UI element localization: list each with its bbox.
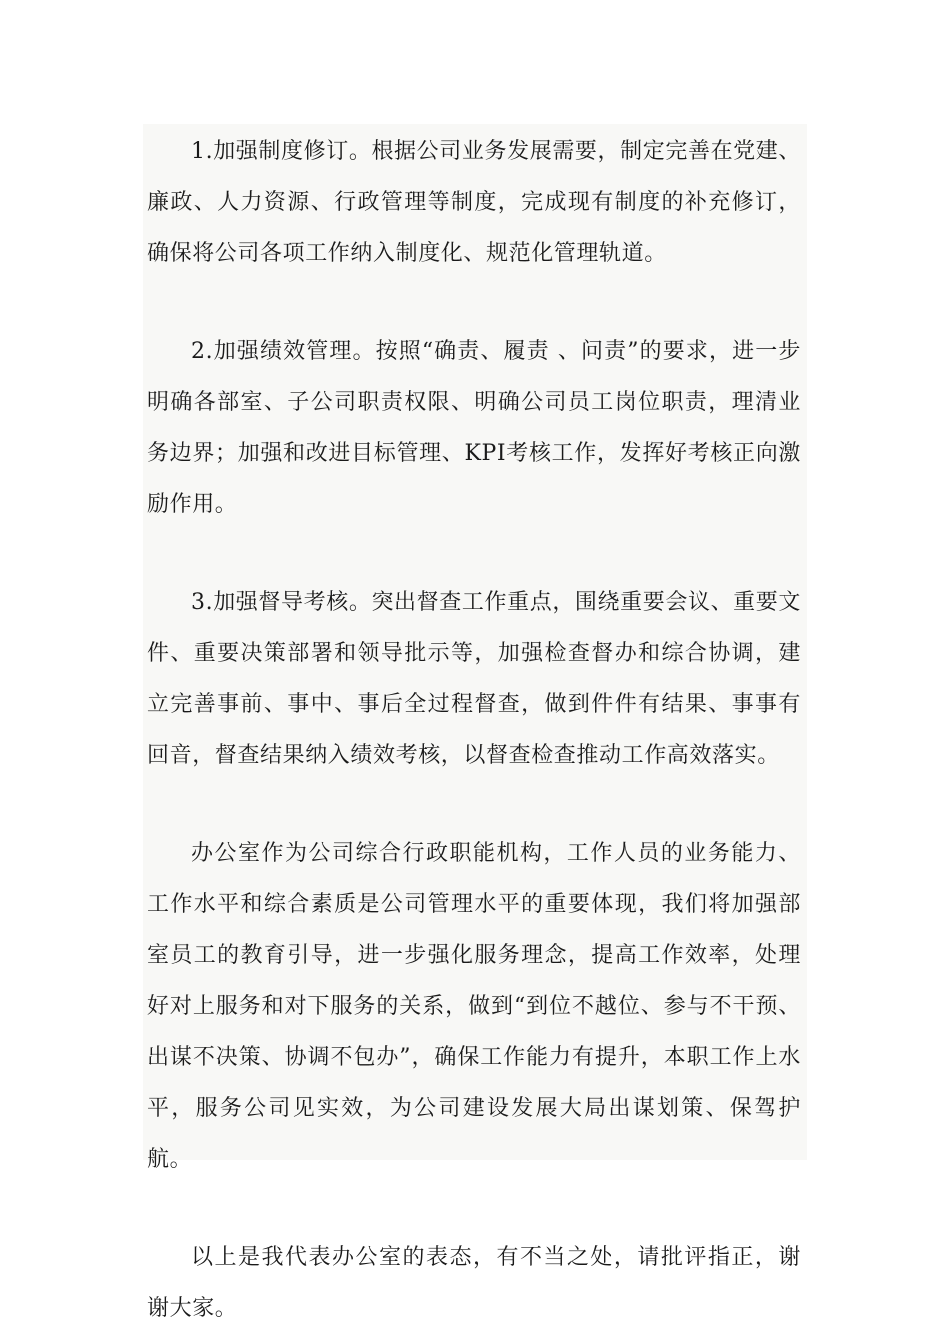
paragraph-closing: 以上是我代表办公室的表态，有不当之处，请批评指正，谢谢大家。 [147,1245,801,1321]
paragraph-performance-management: 2.加强绩效管理。按照“确责、履责 、问责”的要求，进一步明确各部室、子公司职责权限、明确公司员工岗位职责，理清业务边界；加强和改进目标管理、KPI考核工作，发挥好考核正向激励作用。 [147,339,801,517]
paragraph-gap [147,781,801,828]
paragraph-gap [147,1185,801,1232]
paragraph-gap [147,279,801,326]
paragraph-supervision-assessment: 3.加强督导考核。突出督查工作重点，围绕重要会议、重要文件、重要决策部署和领导批示等，加强检查督办和综合协调，建立完善事前、事中、事后全过程督查，做到件件有结果、事事有回音，督查结果纳入绩效考核，以督查检查推动工作高效落实。 [147,590,801,768]
paragraph-office-role: 办公室作为公司综合行政职能机构，工作人员的业务能力、工作水平和综合素质是公司管理水平的重要体现，我们将加强部室员工的教育引导，进一步强化服务理念，提高工作效率，处理好对上服务和对下服务的关系，做到“到位不越位、参与不干预、出谋不决策、协调不包办”，确保工作能力有提升，本职工作上水平，服务公司见实效，为公司建设发展大局出谋划策、保驾护航。 [147,841,801,1172]
document-body [143,124,807,1321]
paragraph-institution-revision: 1.加强制度修订。根据公司业务发展需要，制定完善在党建、廉政、人力资源、行政管理等制度，完成现有制度的补充修订，确保将公司各项工作纳入制度化、规范化管理轨道。 [147,139,801,266]
paragraph-gap [147,530,801,577]
